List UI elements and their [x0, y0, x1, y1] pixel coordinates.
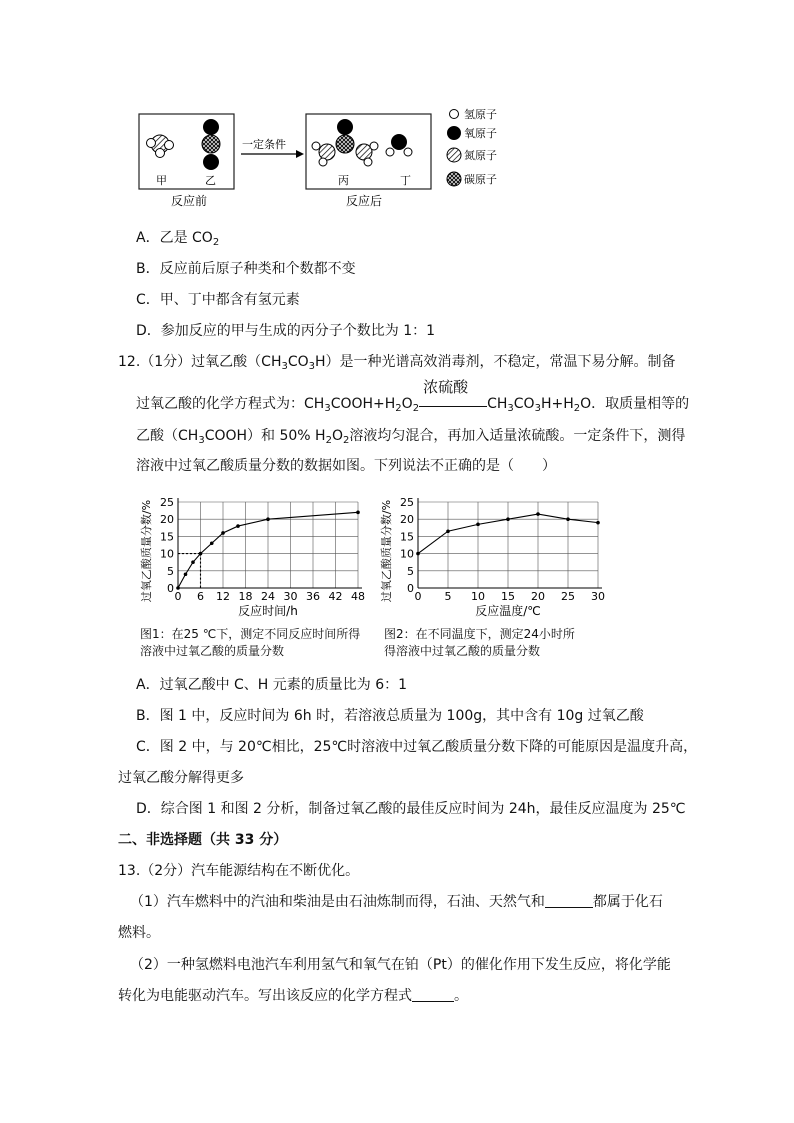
chart-figure1	[138, 488, 368, 624]
data-point	[596, 521, 600, 525]
x-tick-label: 0	[414, 590, 422, 603]
q11-option-b: B．反应前后原子种类和个数都不变	[136, 261, 356, 277]
legend-oxygen-icon	[447, 126, 461, 140]
x-tick-label: 15	[501, 590, 515, 603]
data-point	[536, 512, 540, 516]
q13-part1-cont: 燃料。	[118, 925, 160, 941]
q13-part2: （2）一种氢燃料电池汽车利用氢气和氧气在铂（Pt）的催化作用下发生反应，将化学能	[130, 957, 671, 973]
q13-stem: 13.（2分）汽车能源结构在不断优化。	[118, 863, 360, 879]
fig1-caption-line2: 溶液中过氧乙酸的质量分数	[140, 644, 285, 658]
reaction-diagram	[138, 102, 518, 214]
label-jia: 甲	[156, 174, 167, 187]
data-point	[476, 523, 480, 527]
chart-figure2	[378, 488, 608, 624]
legend-oxygen: 氧原子	[464, 127, 497, 140]
label-ding: 丁	[400, 174, 411, 187]
q13-part2-cont: 转化为电能驱动汽车。写出该反应的化学方程式 。	[118, 988, 468, 1004]
x-tick-label: 0	[174, 590, 182, 603]
x-tick-label: 48	[351, 590, 365, 603]
data-point	[416, 552, 420, 556]
section-heading: 二、非选择题（共 33 分）	[118, 832, 288, 848]
q11-option-c: C．甲、丁中都含有氢元素	[136, 292, 300, 308]
y-tick-label: 20	[400, 513, 414, 527]
before-box	[139, 114, 234, 189]
q12-stem-line1: 12.（1分）过氧乙酸$(CH_3CO_3H)$是一种光谱高效消毒剂，不稳定，常温下易分解。制备	[118, 354, 676, 372]
oxygen-atom	[337, 119, 353, 135]
x-tick-label: 6	[197, 590, 204, 603]
data-point	[266, 517, 270, 521]
hydrogen-atom	[165, 141, 174, 150]
x-tick-label: 12	[216, 590, 230, 603]
label-bing: 丙	[338, 174, 349, 187]
before-label: 反应前	[171, 194, 208, 208]
carbon-atom	[202, 135, 220, 153]
q12-option-d: D．综合图 1 和图 2 分析，制备过氧乙酸的最佳反应时间为 24h，最佳反应温度为 25℃	[136, 801, 686, 817]
nitrogen-atom	[319, 144, 335, 160]
q12-stem-line3: 乙酸$(CH_3COOH)$和 50% $H_2O_2$溶液均匀混合，再加入适量浓硫酸。一定条件下，测得	[136, 428, 686, 446]
carbon-atom	[336, 135, 354, 153]
q12-option-c-line1: C．图 2 中，与 20℃相比，25℃时溶液中过氧乙酸质量分数下降的可能原因是温度升高，	[136, 739, 698, 755]
fig2-caption-line2: 得溶液中过氧乙酸的质量分数	[384, 644, 541, 658]
y-tick-label: 10	[160, 547, 174, 561]
data-point	[184, 572, 188, 576]
data-point	[176, 586, 180, 590]
reaction-svg	[138, 102, 518, 214]
q12-option-c-line2: 过氧乙酸分解得更多	[118, 770, 244, 786]
q11-option-a: A．乙是 $CO_2$	[136, 230, 220, 248]
q11-option-d: D．参加反应的甲与生成的丙分子个数比为 1：1	[136, 323, 436, 339]
data-point	[191, 560, 195, 564]
q13-part1: （1）汽车燃料中的汽油和柴油是由石油炼制而得，石油、天然气和 都属于化石	[130, 894, 663, 910]
oxygen-atom	[203, 119, 219, 135]
y-tick-label: 25	[400, 496, 414, 509]
q12-option-a: A．过氧乙酸中 C、H 元素的质量比为 6：1	[136, 677, 408, 693]
x-tick-label: 30	[283, 590, 298, 603]
data-point	[446, 529, 450, 533]
y-tick-label: 0	[167, 582, 174, 595]
hydrogen-atom	[156, 149, 165, 158]
answer-blank-1[interactable]	[545, 893, 593, 908]
x-axis-label: 反应温度/℃	[475, 604, 541, 618]
q12-equation-line: 过氧乙酸的化学方程式为：$CH_3COOH+H_2O_2$ 浓硫酸 $CH_3CO_3H+H_2O$．取质量相等的	[136, 378, 690, 414]
y-tick-label: 10	[400, 547, 414, 561]
data-point	[221, 531, 225, 535]
y-axis-label: 过氧乙酸质量分数/%	[380, 499, 393, 603]
y-tick-label: 5	[167, 564, 174, 578]
hydrogen-atom	[147, 139, 156, 148]
data-point	[356, 511, 360, 515]
y-tick-label: 5	[407, 564, 414, 578]
y-tick-label: 20	[160, 513, 174, 527]
legend-hydrogen: 氢原子	[464, 108, 497, 121]
legend-carbon: 碳原子	[464, 173, 497, 186]
y-tick-label: 0	[407, 582, 414, 595]
y-tick-label: 25	[160, 496, 174, 509]
x-tick-label: 36	[306, 590, 320, 603]
fig1-caption-line1: 图1：在25 ℃下，测定不同反应时间所得	[140, 627, 361, 641]
reaction-condition: 浓硫酸	[419, 397, 487, 411]
legend-carbon-icon	[447, 172, 461, 186]
x-tick-label: 42	[328, 590, 343, 603]
legend-nitrogen: 氮原子	[464, 149, 497, 162]
fig2-caption-line1: 图2：在不同温度下，测定24小时所	[384, 627, 575, 641]
x-tick-label: 25	[561, 590, 575, 603]
x-tick-label: 24	[261, 590, 275, 603]
q12-stem-line4: 溶液中过氧乙酸质量分数的数据如图。下列说法不正确的是（ ）	[136, 458, 556, 474]
x-tick-label: 18	[238, 590, 253, 603]
x-axis-label: 反应时间/h	[238, 604, 298, 618]
label-yi: 乙	[205, 174, 216, 187]
data-point	[210, 541, 214, 545]
data-point	[566, 517, 570, 521]
legend-hydrogen-icon	[450, 110, 459, 119]
oxygen-atom	[203, 154, 219, 170]
x-tick-label: 20	[531, 590, 545, 603]
q12-option-b: B．图 1 中，反应时间为 6h 时，若溶液总质量为 100g，其中含有 10g 过氧乙酸	[136, 708, 644, 724]
data-point	[506, 517, 510, 521]
x-tick-label: 5	[444, 590, 452, 603]
legend-nitrogen-icon	[447, 148, 461, 162]
x-tick-label: 30	[591, 590, 605, 603]
oxygen-atom	[391, 134, 407, 150]
after-label: 反应后	[346, 194, 383, 208]
arrow-label: 一定条件	[242, 138, 286, 151]
x-tick-label: 10	[471, 590, 485, 603]
y-tick-label: 15	[400, 530, 414, 544]
y-tick-label: 15	[160, 530, 174, 544]
answer-blank-2[interactable]	[412, 987, 454, 1002]
data-point	[236, 524, 240, 528]
data-point	[199, 552, 203, 556]
y-axis-label: 过氧乙酸质量分数/%	[140, 499, 153, 603]
